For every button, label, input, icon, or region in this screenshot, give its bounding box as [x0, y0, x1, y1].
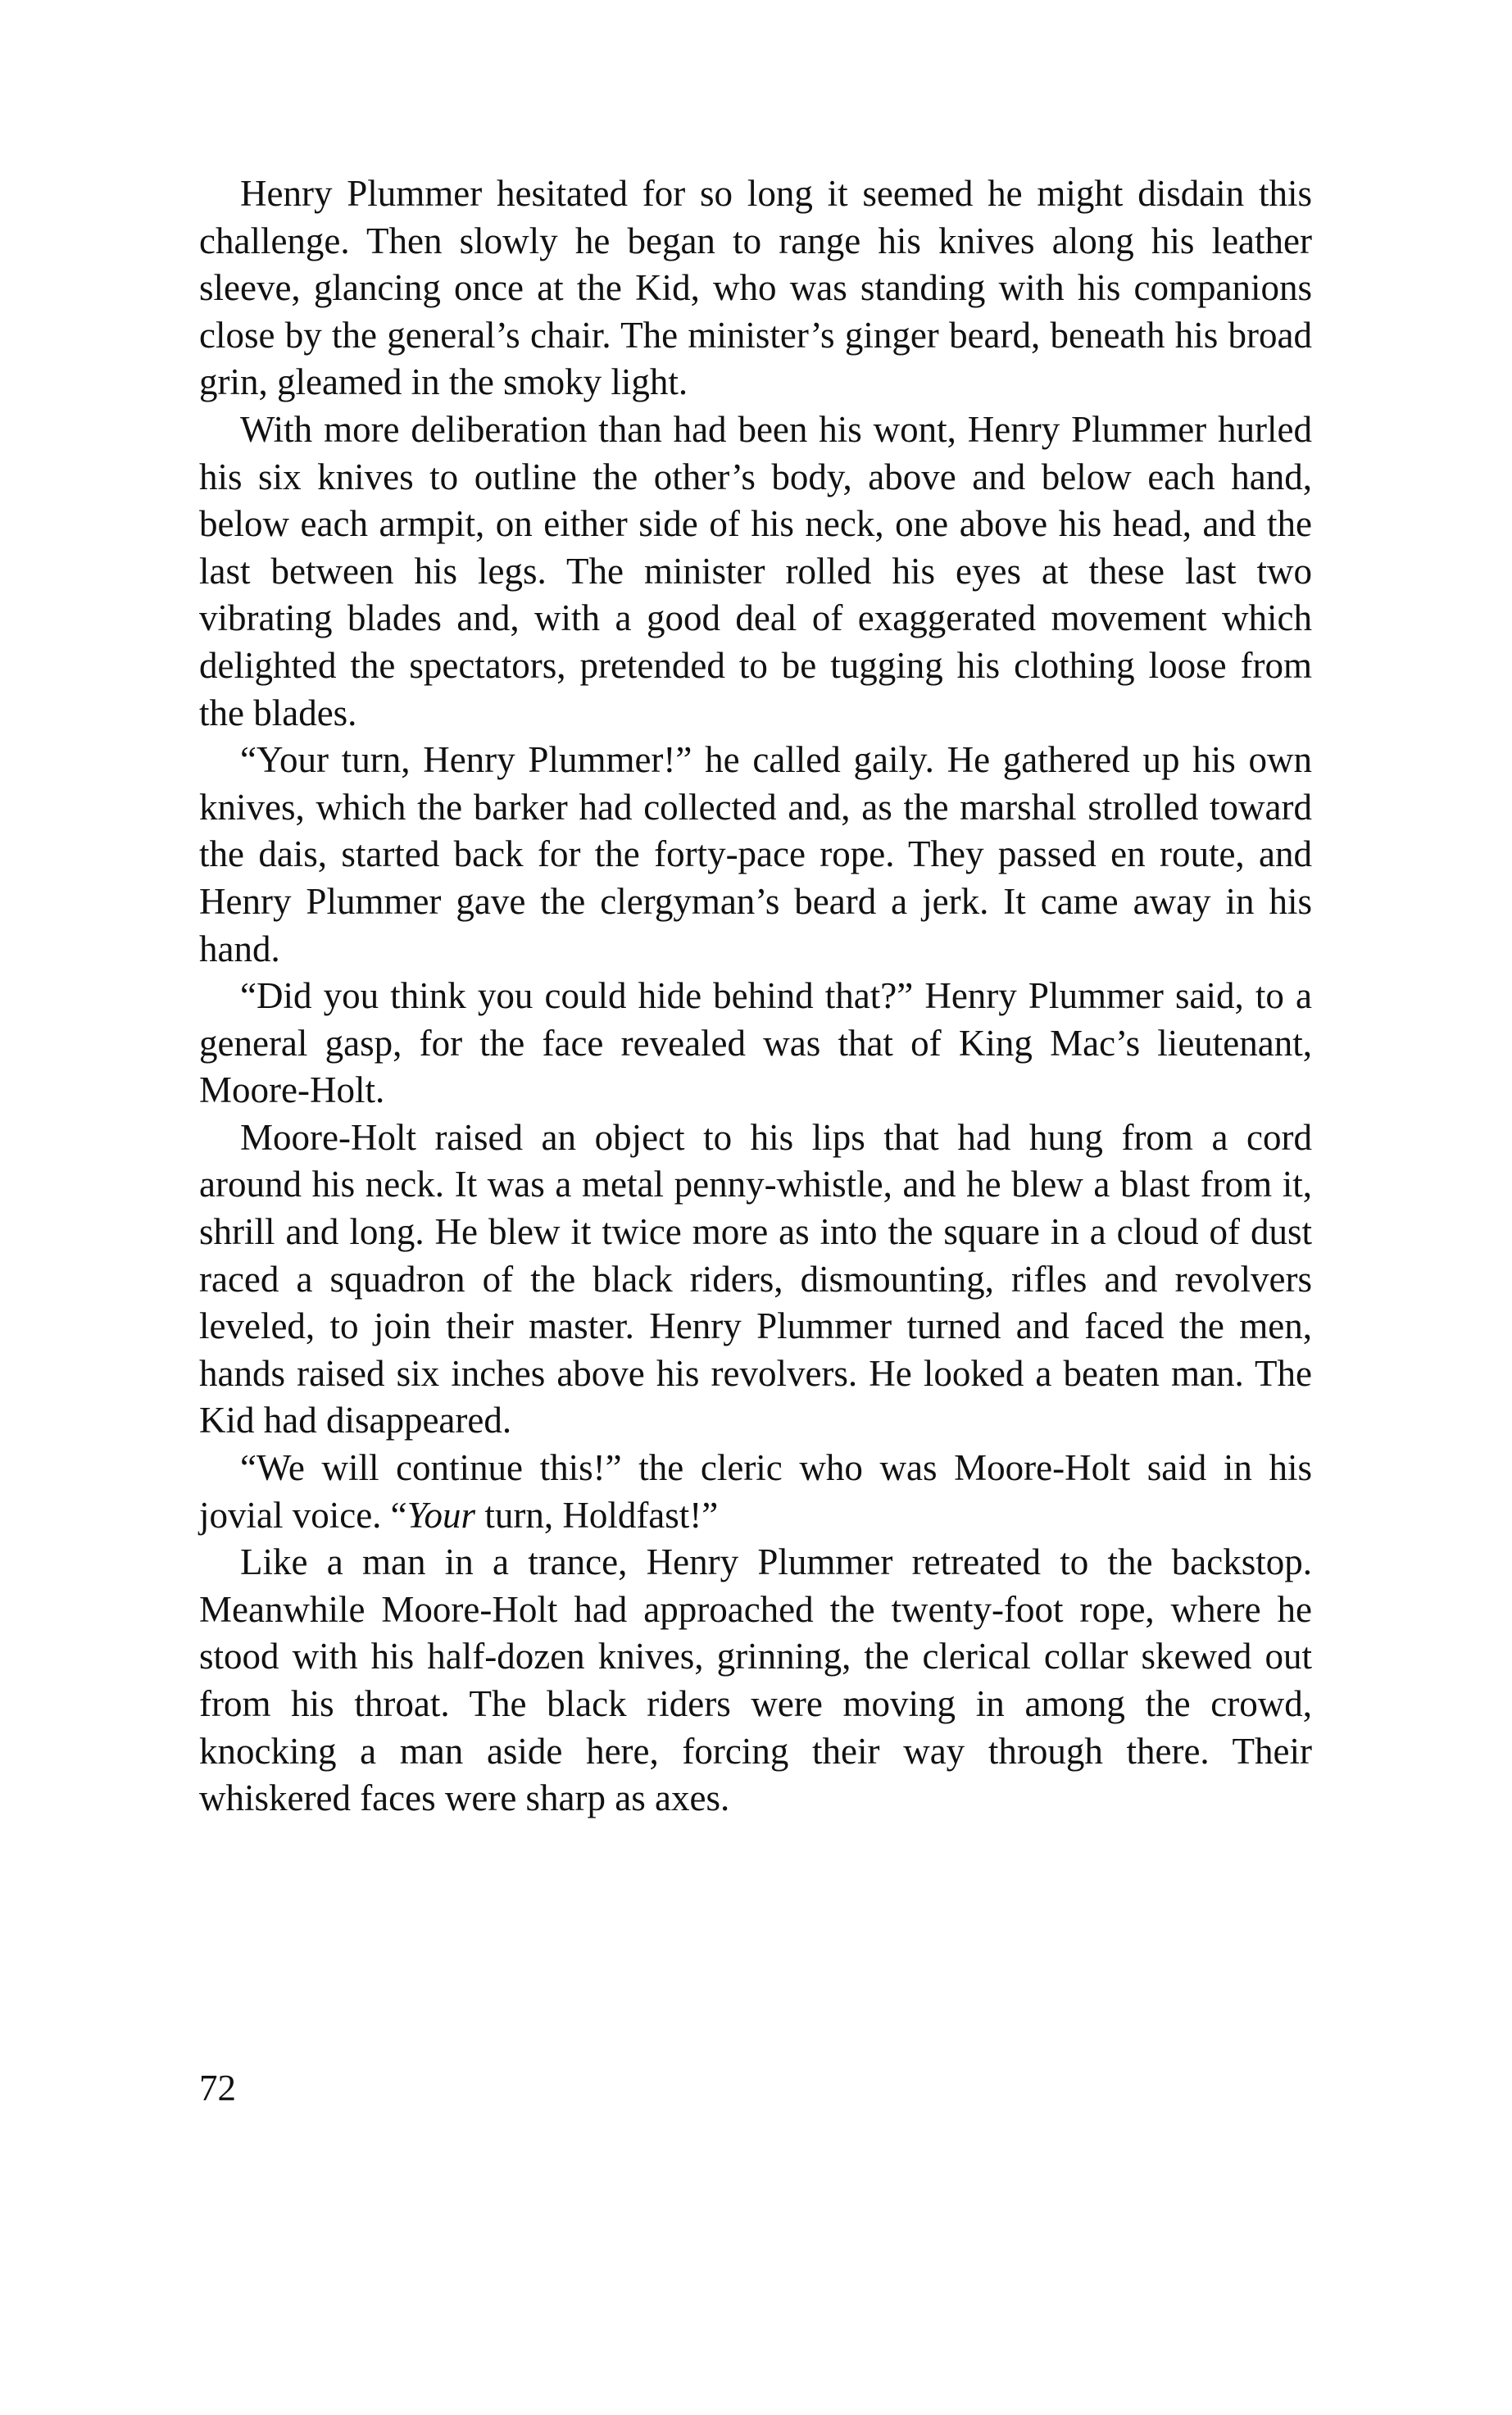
page-number: 72	[199, 2068, 236, 2109]
paragraph-6	[199, 1445, 1312, 1539]
paragraph-2: With more deliberation than had been his wont, Henry Plummer hurled his six knives to outline the other’s body, above and below each hand, below each armpit, on either side of his neck, one above his head, and the last between his legs. The minister rolled his eyes at these last two vibrating blades and, with a good deal of exaggerated movement which delighted the spectators, pretended to be tugging his clothing loose from the blades.	[199, 408, 1312, 733]
paragraph-7: Like a man in a trance, Henry Plummer retreated to the backstop. Meanwhile Moore-Holt had approached the twenty-foot rope, where he stood with his half-dozen knives, grinning, the clerical collar skewed out from his throat. The black riders were moving in among the crowd, knocking a man aside here, forcing their way through there. Their whiskered faces were sharp as axes.	[199, 1541, 1312, 1819]
paragraph-4: “Did you think you could hide behind that?” Henry Plummer said, to a general gasp, for the face revealed was that of King Mac’s lieutenant, Moore-Holt.	[199, 975, 1312, 1111]
paragraph-3: “Your turn, Henry Plummer!” he called gaily. He gathered up his own knives, which the barker had collected and, as the marshal strolled toward the dais, started back for the forty-pace rope. They passed en route, and Henry Plummer gave the clergyman’s beard a jerk. It came away in his hand.	[199, 739, 1312, 969]
body-text	[199, 170, 1312, 1823]
paragraph-6-after: turn, Holdfast!”	[475, 1494, 719, 1536]
paragraph-5: Moore-Holt raised an object to his lips that had hung from a cord around his neck. It was a metal penny-whistle, and he blew a blast from it, shrill and long. He blew it twice more as into the square in a cloud of dust raced a squadron of the black riders, dismounting, rifles and revolvers leveled, to join their master. Henry Plummer turned and faced the men, hands raised six inches above his revolvers. He looked a beaten man. The Kid had disappeared.	[199, 1116, 1312, 1441]
paragraph-6-before: “We will continue this!” the cleric who was Moore-Holt said in his jovial voice. “	[199, 1447, 1312, 1536]
paragraph-1: Henry Plummer hesitated for so long it seemed he might disdain this challenge. Then slowly he began to range his knives along his leather sleeve, glancing once at the Kid, who was standing with his companions close by the general’s chair. The minister’s ginger beard, beneath his broad grin, gleamed in the smoky light.	[199, 173, 1312, 403]
paragraph-6-italic: Your	[406, 1494, 476, 1536]
